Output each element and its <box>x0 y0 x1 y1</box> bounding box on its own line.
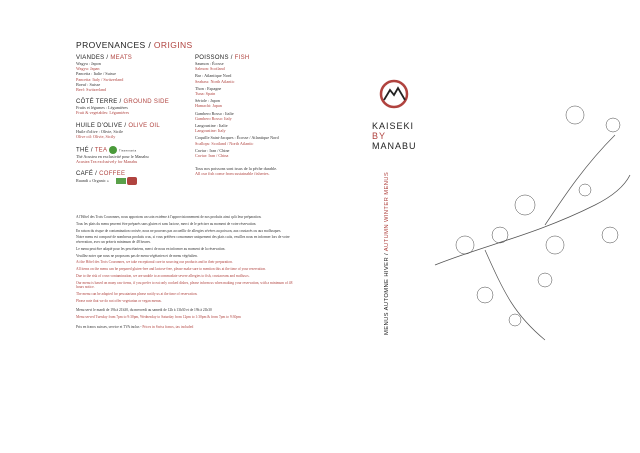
sec-ground: CÔTÉ TERRE / GROUND SIDE Fruits et légumes : Légumières Fruit & vegetables: Légumières <box>76 99 170 116</box>
brand-name: KAISEKI BY MANABU <box>372 121 417 151</box>
title-en: ORIGINS <box>153 40 193 50</box>
cherry-blossom-illustration-icon <box>425 95 635 345</box>
origins-title: PROVENANCES / ORIGINS <box>76 40 193 50</box>
sec-meats: VIANDES / MEATS Wagyu : Japon Wagyu: Japan Pancetta : Italie / Suisse Pancetta: Italy / Switzerland Boeuf : Suisse Beef: Switzerland <box>76 55 133 93</box>
organic-badge-icon <box>109 146 117 154</box>
vertical-menu-title: MENUS AUTOMNE HIVER / AUTUMN WINTER MENUS <box>384 171 390 335</box>
sec-tea: THÉ / TEA Tissemaria Thé Acustea en exclusivité pour le Manabu Acustea Tea exclusively for Manabu <box>76 147 149 165</box>
origins-right-column: POISSONS / FISH Saumon : Écosse Salmon: Scotland Bar : Atlantique Nord Seabass: North Atlantic Thon : Espagne Tuna: Spain Sériole : Japon Hamachi: Japan Gambero Rosso : Italie Gambero Rosso: Italy Langoustine : Italie Langoustine: Italy Coquille Saint-Jacques : Écosse / Atlantique Nord Scallops: Scotland / North Atlantic Caviar : Iran / Chine Caviar: Iran / China Tous nos poissons sont issus de la pêche durable. All our fish come from sustainable fisheries. <box>195 55 279 177</box>
origins-left-column <box>76 55 191 185</box>
utz-icon <box>127 177 137 185</box>
sec-coffee: CAFÉ / COFFEE Ruandi « Organic » <box>76 171 191 185</box>
sec-olive-oil: HUILE D'OLIVE / OLIVE OIL Huile d'olive : Olivie, Sicile Olive oil: Olivie, Sicily <box>76 122 161 139</box>
eu-organic-icon <box>116 178 126 184</box>
title-fr: PROVENANCES <box>76 40 146 50</box>
info-block: A l'Hôtel des Trois Couronnes, nous apportons un soin extrême à l'approvisionnement de nos produits ainsi qu'à leur préparation. Tous les plats du menu peuvent être préparés sans gluten et sans lactose, merci de le préciser au moment de votre réservation. En raison du risque de contamination croisée, nous ne pouvons pas accueillir de allergies sévères au poisson, aux crustacés ou aux mollusques. Notre menu est composé de nombreux produits crus, si vous préférez consommer uniquement des plats cuits, veuillez nous en informer lors de votre réservation, avec un préavis minimum de 48 heures. Le menu peut être adapté pour les pescétariens, merci de nous en informer au moment de la réservation. Veuillez noter que nous ne proposons pas de menu végétarien et de menu végétalien. At the Hôtel des Trois Couronnes, we take exceptional care in sourcing our products and in their preparation. All items on the menu can be prepared gluten-free and lactose-free, please make sure to mention this at the time of your reservation. Due to the risk of cross-contamination, we are unable to accommodate severe allergies to fish, crustaceans and molluscs. Our menu is based on many raw items, if you prefer to eat only cooked dishes, please inform us when making your reservation, with a minimum of 48 hours notice. The menu can be adapted for pescatarians please notify us at the time of reservation. Please note that we do not offer vegetarian or vegan menus. Menu servi le mardi de 19h à 21h30, du mercredi au samedi de 12h à 13h30 et de 19h à 21h30 Menu served Tuesday from 7pm to 9:30pm, Wednesday to Saturday from 12pm to 1:30pm & from 7pm to 9:30pm Prix en francs suisses, service et TVA inclus - Prices in Swiss francs, tax included <box>76 215 293 329</box>
